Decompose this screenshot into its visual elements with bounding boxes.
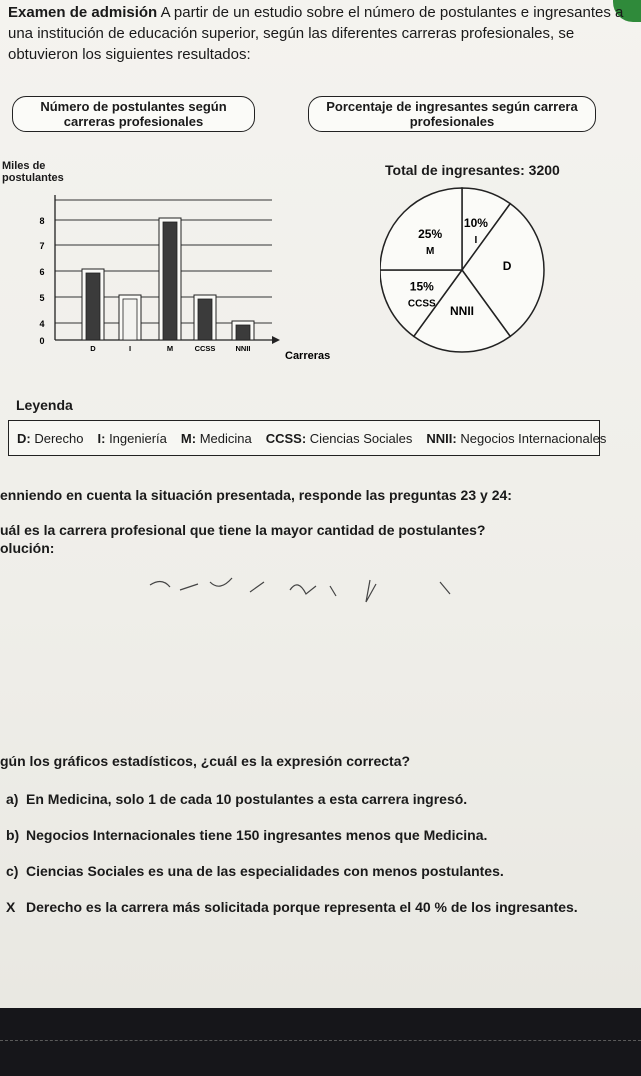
legend-key: M: — [180, 430, 197, 446]
x-axis-title: Carreras — [285, 350, 330, 362]
option-c[interactable] — [6, 862, 504, 880]
x-tick-label: D — [90, 344, 96, 353]
pie-name: I — [474, 235, 478, 247]
intro-lead: Examen de admisión — [8, 4, 158, 21]
y-tick-label: 5 — [39, 293, 45, 303]
legend-value: Negocios Internacionales — [460, 430, 607, 446]
pie-total-label: Total de ingresantes: 3200 — [385, 162, 560, 178]
y-tick-label: 7 — [39, 241, 45, 251]
legend-title: Leyenda — [16, 397, 73, 413]
option-mark: X — [6, 899, 16, 915]
instruction-text: enniendo en cuenta la situación presentada, responde las preguntas 23 y 24: — [0, 487, 512, 503]
legend-value: Ingeniería — [109, 430, 167, 446]
bar-chart-title: Número de postulantes según carreras profesionales — [12, 96, 255, 132]
bar-NNII — [236, 325, 250, 340]
option-b[interactable] — [6, 826, 487, 844]
intro-paragraph — [8, 2, 638, 65]
pie-label: NNII — [450, 304, 474, 319]
legend-item — [17, 431, 83, 446]
legend-key: D: — [17, 430, 31, 446]
x-tick-label: M — [166, 344, 174, 353]
bar-CCSS — [198, 299, 212, 340]
legend-key: CCSS: — [265, 430, 307, 446]
bar-chart — [0, 185, 330, 375]
question-24: gún los gráficos estadísticos, ¿cuál es la expresión correcta? — [0, 753, 411, 769]
legend-value: Ciencias Sociales — [309, 430, 413, 446]
legend-value: Medicina — [199, 430, 252, 446]
legend-value: Derecho — [34, 430, 84, 446]
legend-item — [426, 431, 606, 446]
pie-label: 25% — [418, 227, 443, 242]
x-tick-label: NNII — [235, 344, 251, 353]
pie-label: 15% — [409, 279, 434, 294]
option-d[interactable] — [6, 898, 578, 916]
y-tick-label: 4 — [39, 319, 45, 329]
bar-D — [86, 273, 100, 340]
x-tick-label: CCSS — [194, 344, 216, 353]
legend-item — [266, 431, 413, 446]
dashed-divider — [0, 1040, 641, 1041]
option-mark: c) — [6, 863, 19, 879]
option-a[interactable] — [6, 790, 467, 808]
legend-key: NNII: — [426, 430, 457, 446]
handwritten-scribble — [140, 560, 480, 620]
solution-label: olución: — [0, 540, 55, 556]
bar-M — [163, 222, 177, 340]
page-bottom-shadow — [0, 1008, 641, 1076]
intro-text: A partir de un estudio sobre el número de postulantes e ingresantes a una institución de educación superior, según las diferentes carreras profesionales, se obtuvieron los siguientes resultados: — [8, 4, 624, 63]
option-text: Derecho es la carrera más solicitada porque representa el 40 % de los ingresantes. — [26, 899, 578, 915]
pie-label: 10% — [463, 216, 488, 231]
pie-name: M — [425, 246, 435, 258]
x-axis-arrow — [272, 336, 280, 344]
pie-label: D — [502, 259, 512, 273]
y-tick-label: 8 — [39, 216, 45, 226]
question-23: uál es la carrera profesional que tiene la mayor cantidad de postulantes? — [0, 522, 486, 538]
pie-name: CCSS — [407, 298, 436, 310]
legend-item — [181, 431, 252, 446]
option-mark: b) — [6, 827, 20, 843]
option-text: En Medicina, solo 1 de cada 10 postulantes a esta carrera ingresó. — [26, 791, 468, 807]
y-tick-label: 6 — [39, 267, 45, 277]
y-tick-label: 0 — [39, 336, 45, 346]
bar-I — [123, 299, 137, 340]
legend-box — [8, 420, 607, 456]
legend-key: I: — [97, 430, 106, 446]
option-mark: a) — [6, 791, 19, 807]
option-text: Ciencias Sociales es una de las especialidades con menos postulantes. — [26, 863, 504, 879]
legend-item — [97, 431, 166, 446]
pie-chart-title: Porcentaje de ingresantes según carrera profesionales — [308, 96, 596, 132]
pie-chart — [380, 185, 550, 360]
y-axis-label: Miles de postulantes — [2, 160, 64, 184]
option-text: Negocios Internacionales tiene 150 ingresantes menos que Medicina. — [26, 827, 488, 843]
x-tick-label: I — [128, 344, 132, 353]
